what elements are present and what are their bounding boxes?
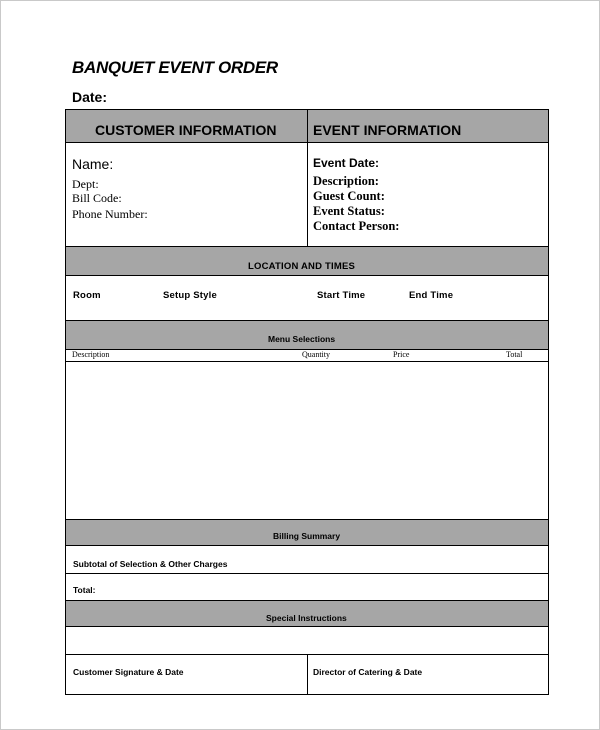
setup-style-label: Setup Style [163, 290, 217, 301]
end-time-label: End Time [409, 290, 454, 301]
event-status-label: Event Status: [313, 204, 385, 218]
contact-person-label: Contact Person: [313, 219, 400, 233]
billing-summary-title: Billing Summary [273, 531, 341, 541]
info-divider [307, 142, 308, 247]
subtotal-rule [65, 573, 549, 574]
menu-col-total: Total [506, 350, 523, 359]
customer-info-title: CUSTOMER INFORMATION [95, 122, 277, 138]
bill-code-label: Bill Code: [72, 191, 122, 205]
name-label: Name: [72, 156, 114, 172]
special-instructions-area[interactable] [65, 626, 549, 654]
guest-count-label: Guest Count: [313, 189, 385, 203]
menu-selections-title: Menu Selections [268, 334, 336, 344]
menu-col-quantity: Quantity [302, 350, 330, 359]
menu-col-price: Price [393, 350, 410, 359]
description-label: Description: [313, 174, 379, 188]
dept-label: Dept: [72, 177, 99, 191]
start-time-label: Start Time [317, 290, 366, 301]
menu-col-description: Description [72, 350, 110, 359]
room-label: Room [73, 290, 101, 301]
director-signature-label: Director of Catering & Date [313, 667, 423, 677]
special-instructions-title: Special Instructions [266, 613, 347, 623]
event-date-label: Event Date: [313, 156, 380, 170]
subtotal-label: Subtotal of Selection & Other Charges [73, 559, 228, 569]
document-title: BANQUET EVENT ORDER [72, 58, 278, 77]
phone-number-label: Phone Number: [72, 207, 148, 221]
signature-divider [307, 654, 308, 695]
date-label: Date: [72, 89, 108, 105]
total-label: Total: [73, 585, 96, 595]
location-times-title: LOCATION AND TIMES [248, 261, 356, 272]
customer-signature-label: Customer Signature & Date [73, 667, 184, 677]
event-info-title: EVENT INFORMATION [313, 122, 462, 138]
menu-items-area[interactable] [65, 361, 549, 520]
